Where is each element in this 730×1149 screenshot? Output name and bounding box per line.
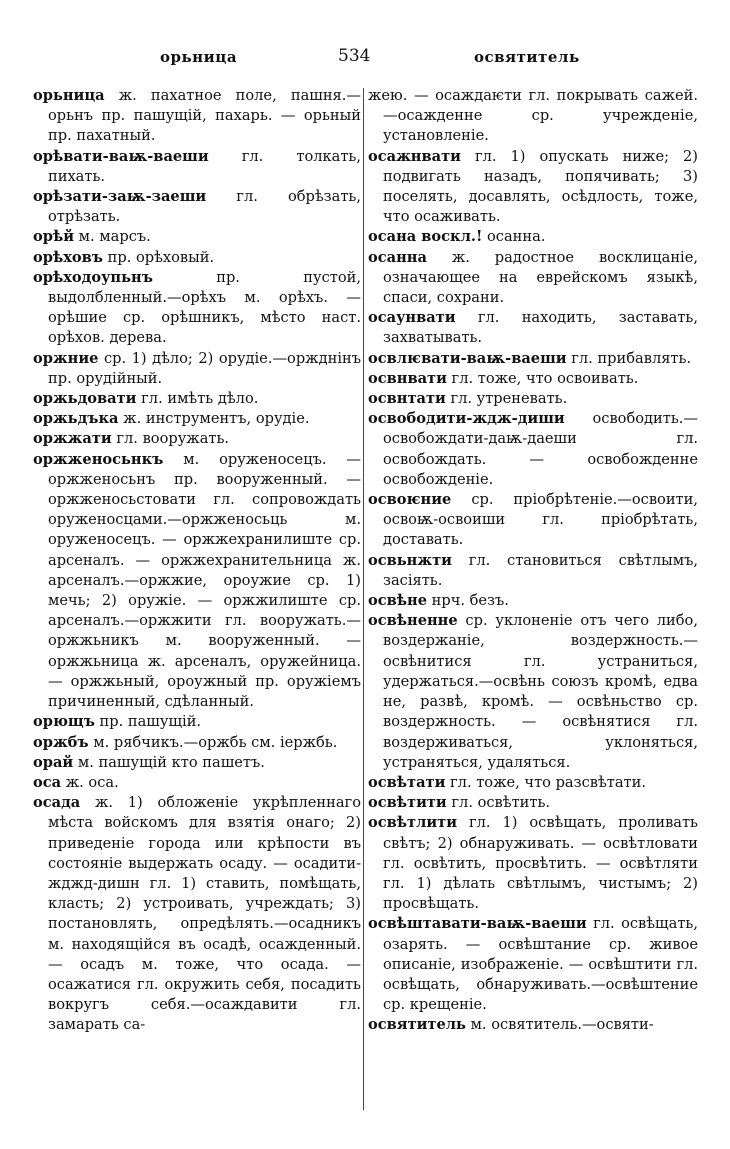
dictionary-entry [33,409,361,429]
dictionary-entry [33,712,361,732]
entry-headword: орѣходоупьнъ [33,268,153,286]
dictionary-entry [368,551,698,591]
entry-definition: пр. орѣховый. [102,248,215,266]
entry-headword: освѣне [368,592,427,610]
entry-headword: осажнвати [368,147,461,165]
entry-headword: оса [33,773,62,791]
entry-definition: гл. имѣть дѣло. [136,390,259,408]
entry-definition: ср. пріобрѣтеніе.—освоити, освоѭ-освоиши гл. пріобрѣтать, доставать. [383,491,698,549]
dictionary-entry [368,369,698,389]
entry-headword: освѣштавати-ваѭ-ваеши [368,915,587,933]
entry-definition: гл. находить, заставать, захватывать. [383,309,698,347]
dictionary-entry [368,349,698,369]
dictionary-entry [33,793,361,1035]
entry-definition: гл. обрѣзать, отрѣзать. [48,188,361,226]
header-right-word: освятитель [474,48,580,66]
entry-headword: освоѥние [368,491,452,509]
entry-definition: м. пашущій кто пашетъ. [73,753,265,771]
dictionary-entry [368,147,698,228]
dictionary-entry [33,227,361,247]
dictionary-entry [368,389,698,409]
entry-headword: оржжати [33,430,112,448]
left-column [33,86,361,1036]
entry-definition: гл. освѣтить. [446,794,551,812]
header-left-word: орьница [160,48,238,66]
entry-definition: пр. пустой, выдолбленный.—орѣхъ м. орѣхъ. — орѣшие ср. орѣшникъ, мѣсто наст. орѣхов. дерева. [48,268,361,347]
entry-headword: освьнжти [368,551,452,569]
dictionary-entry [368,227,698,247]
dictionary-entry [33,248,361,268]
entry-headword: освѣненне [368,612,458,630]
entry-headword: орьница [33,87,105,104]
entry-definition: ср. 1) дѣло; 2) орудіе.—оржднінъ пр. орудійный. [48,349,361,387]
entry-definition: ж. инструментъ, орудіе. [118,410,310,428]
entry-definition: нрч. безъ. [427,592,509,610]
entry-definition: жею. — осаждаѥти гл. покрывать сажей.—осажденне ср. учрежденіе, установленіе. [368,87,698,145]
dictionary-entry [33,733,361,753]
entry-definition: гл. прибавлять. [566,349,692,367]
entry-definition: гл. толкать, пихать. [48,147,361,185]
entry-definition: ж. радостное восклицаніе, означающее на еврейскомъ языкѣ, спаси, сохрани. [383,248,698,307]
entry-headword: осанна [368,248,427,266]
entry-headword: орѣвати-ваѭ-ваеши [33,147,209,165]
dictionary-entry [33,86,361,147]
entry-definition: м. марсъ. [74,228,151,246]
entry-headword: освлѥвати-ваѭ-ваеши [368,349,567,367]
entry-headword: освободити-ждж-диши [368,410,565,428]
entry-headword: освѣтити [368,794,447,812]
dictionary-entry [368,490,698,551]
entry-headword: осаунвати [368,309,456,327]
entry-definition: гл. освѣщать, озарять. — освѣштание ср. живое описаніе, изображеніе. — освѣштити гл. освѣщать, обнаруживать.—освѣштение ср. крещеніе. [383,915,698,1014]
entry-definition: гл. утреневать. [445,390,568,408]
dictionary-entry [33,450,361,713]
entry-definition: ж. 1) обложеніе укрѣпленнаго мѣста войскомъ для взятія онаго; 2) приведеніе города или крѣпости въ состояніе выдержать осаду. — осадити-жджд-дишн гл. 1) ставить, помѣщать, класть; 2) устроивать, учреждать; 3) постановлять, опредѣлять.—осадникъ м. находящійся въ осадѣ, осажденный. — осадъ м. тоже, что осада. — осажатися гл. окружить себя, посадить вокругъ себя.—осаждавити гл. замарать са- [48,794,361,1034]
entry-headword: освнтати [368,390,446,408]
entry-headword: орѣховъ [33,248,103,266]
dictionary-entry [368,86,698,147]
page-header [0,48,730,74]
entry-definition: гл. становиться свѣтлымъ, засіять. [383,551,698,589]
dictionary-entry [368,409,698,490]
entry-definition: м. рябчикъ.—оржбь см. іержбь. [88,733,338,751]
entry-headword: освнвати [368,369,447,387]
dictionary-entry [368,793,698,813]
right-column [368,86,698,1036]
entry-headword: оржженосьнкъ [33,450,164,468]
entry-definition: ж. пахатное поле, пашня.— орьнъ пр. пашущій, пахарь. — орьный пр. пахатный. [48,87,361,145]
page-number: 534 [338,46,371,66]
dictionary-entry [33,389,361,409]
dictionary-entry [368,1015,698,1035]
column-divider [363,88,364,1110]
dictionary-entry [33,147,361,187]
dictionary-entry [368,914,698,1015]
entry-headword: оржние [33,349,99,367]
dictionary-entry [368,248,698,309]
dictionary-entry [368,308,698,348]
entry-definition: освободить.— освобождати-даѭ-даеши гл. освобождать. — освобожденне освобожденіе. [383,410,698,488]
entry-headword: осана воскл.! [368,228,483,246]
entry-definition: ср. уклоненіе отъ чего либо, воздержаніе, воздержность.— освѣнитися гл. устраниться, удержаться.—освѣнь союзъ кромѣ, едва не, развѣ, кромѣ. — освѣньство ср. воздержность. — освѣнятися гл. воздерживаться, уклоняться, устраняться, удаляться. [383,612,698,771]
entry-definition: м. освятитель.—освяти- [465,1016,654,1034]
entry-headword: оржбъ [33,733,89,751]
entry-definition: гл. вооружать. [111,430,230,448]
dictionary-entry [33,773,361,793]
entry-headword: орѣзати-заѭ-заеши [33,188,207,206]
entry-headword: освятитель [368,1016,466,1034]
entry-definition: гл. 1) освѣщать, проливать свѣтъ; 2) обнаруживать. — освѣтловати гл. освѣтить, просвѣтить. — освѣтляти гл. 1) дѣлать свѣтлымъ, чистымъ; 2) просвѣщать. [383,814,698,913]
entry-definition: пр. пашущій. [94,713,202,731]
dictionary-entry [368,813,698,914]
dictionary-entry [368,611,698,773]
entry-definition: м. оруженосецъ. — оржженосьнъ пр. вооруженный. — оржженосьстовати гл. сопровождать оруженосцами.—оржженосьць м. оруженосецъ. — оржжехранилиште ср. арсеналъ. — оржжехранительница ж. арсеналъ.—оржжие, ороужие ср. 1) мечь; 2) оружіе. — оржжилиште ср. арсеналъ.—оржжити гл. вооружать.—оржжьникъ м. вооруженный. — оржжьница ж. арсеналъ, оружейница. — оржжьный, ороужный пр. оружіемъ причиненный, сдѣланный. [48,450,361,711]
entry-headword: оржьдъка [33,410,119,428]
entry-headword: орющъ [33,713,95,731]
dictionary-entry [368,773,698,793]
entry-definition: гл. 1) опускать ниже; 2) подвигать назадъ, попячивать; 3) поселять, досавлять, осѣдлость, тоже, что осаживать. [383,147,698,226]
dictionary-entry [368,591,698,611]
entry-definition: ж. оса. [61,773,119,791]
dictionary-entry [33,429,361,449]
entry-headword: орѣй [33,228,75,246]
entry-headword: осада [33,794,81,812]
entry-headword: освѣтлити [368,814,458,832]
entry-definition: гл. тоже, что разсвѣтати. [445,773,646,791]
entry-definition: осанна. [482,228,546,246]
dictionary-entry [33,349,361,389]
entry-definition: гл. тоже, что освоивать. [446,369,639,387]
dictionary-entry [33,268,361,349]
entry-headword: орай [33,753,74,771]
entry-headword: освѣтати [368,773,446,791]
dictionary-entry [33,187,361,227]
entry-headword: оржьдовати [33,390,137,408]
dictionary-entry [33,753,361,773]
